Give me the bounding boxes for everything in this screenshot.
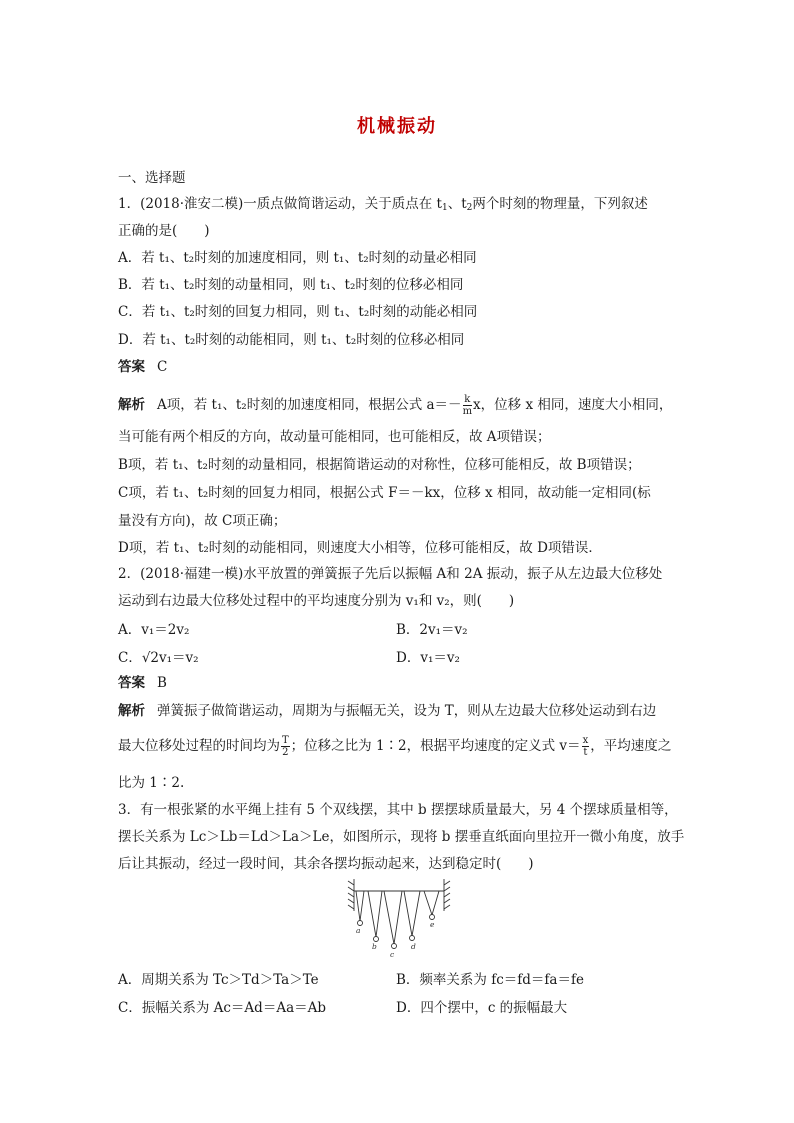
q3-option-c: C．振幅关系为 Ac＝Ad＝Aa＝Ab [118,1000,327,1016]
page-title: 机械振动 [357,116,437,137]
pendulum-a-lines [356,891,364,921]
pendulum-b-lines [368,891,382,937]
q1-stem-line-2: 正确的是( ) [118,223,210,239]
q3-stem-line-3: 后让其振动，经过一段时间，其余各摆均振动起来，达到稳定时( ) [118,856,534,872]
q1-stem-text-1: 1．(2018·淮安二模)一质点做简谐运动，关于质点在 t [118,196,442,212]
q1-analysis-line-2: 当可能有两个相反的方向，故动量可能相同，也可能相反，故 A项错误； [118,429,551,445]
q2-analysis-line-1 [118,701,656,721]
q2-answer-value: B [157,675,167,691]
q2-option-c: C．√2v₁＝v₂ [118,650,199,666]
label-b: b [372,942,377,951]
q1-option-b: B．若 t₁、t₂时刻的动量相同，则 t₁、t₂时刻的位移必相同 [118,277,464,293]
label-e: e [430,920,435,929]
q1-option-d: D．若 t₁、t₂时刻的动能相同，则 t₁、t₂时刻的位移必相同 [118,332,465,348]
q3-option-a: A．周期关系为 Tc＞Td＞Ta＞Te [118,972,319,988]
t-over-2-fraction: $\frac{T}{2}$ [282,735,289,758]
q1-answer [118,357,167,377]
pendulum-diagram [344,877,454,959]
q3-option-b: B．频率关系为 fc＝fd＝fa＝fe [396,972,584,988]
label-a: a [356,926,361,935]
q1-answer-value: C [157,359,168,375]
q1-answer-label: 答案 [118,359,145,375]
pendulum-d-lines [404,891,420,936]
bob-a [358,921,363,926]
x-over-t-fraction: $\frac{x}{t}$ [582,735,589,758]
q1-analysis-line-6: D项，若 t₁、t₂时刻的动能相同，则速度大小相等，位移可能相反，故 D项错误． [118,540,602,556]
q2-answer [118,673,167,693]
q3-option-d: D．四个摆中，c 的振幅最大 [396,1000,568,1016]
q3-stem-line-2: 摆长关系为 Lc＞Lb＝Ld＞La＞Le，如图所示，现将 b 摆垂直纸面向里拉开一微小角度，放手 [118,829,685,845]
q1-analysis-line-1 [118,394,672,417]
q2-option-b: B．2v₁＝v₂ [396,622,468,638]
q2-analysis-line-2 [118,735,671,758]
q1-option-a: A．若 t₁、t₂时刻的加速度相同，则 t₁、t₂时刻的动量必相同 [118,250,477,266]
q1-analysis-label: 解析 [118,397,145,413]
bob-c [392,944,397,949]
q2-option-a: A．v₁＝2v₂ [118,622,190,638]
q2-analysis-text-1: 弹簧振子做简谐运动，周期为与振幅无关，设为 T，则从左边最大位移处运动到右边 [157,703,657,719]
label-c: c [390,950,395,959]
q1-stem-text-1b: 、t [447,196,467,212]
q1-analysis-line-5: 量没有方向)，故 C项正确； [118,513,287,529]
q2-answer-label: 答案 [118,675,145,691]
pendulum-c-lines [384,891,402,944]
q2-stem-line-2: 运动到右边最大位移处过程中的平均速度分别为 v₁和 v₂，则( ) [118,593,515,609]
q1-stem-line-1: 1．(2018·淮安二模)一质点做简谐运动，关于质点在 $t_1$、$t_2$两个时刻的物理量，下列叙述 [118,196,648,213]
q1-option-c: C．若 t₁、t₂时刻的回复力相同，则 t₁、t₂时刻的动能必相同 [118,304,478,320]
q2-analysis-text-2b: ；位移之比为 1∶2，根据平均速度的定义式 v＝ [290,738,581,754]
section-heading: 一、选择题 [118,170,186,186]
q2-analysis-label: 解析 [118,703,145,719]
q1-analysis-line-4: C项，若 t₁、t₂时刻的回复力相同，根据公式 F＝－kx，位移 x 相同，故动能一定相同(标 [118,485,651,501]
label-d: d [411,942,416,951]
q2-stem-line-1: 2．(2018·福建一模)水平放置的弹簧振子先后以振幅 A和 2A 振动，振子从左边最大位移处 [118,566,663,582]
q2-analysis-line-3: 比为 1∶2. [118,775,185,791]
bob-b [374,937,379,942]
bob-e [430,915,435,920]
q1-stem-text-1c: 两个时刻的物理量，下列叙述 [472,196,648,212]
q2-analysis-text-2c: ，平均速度之 [590,738,672,754]
q1-analysis-text-1b: x，位移 x 相同，速度大小相同， [473,397,673,413]
q2-analysis-text-2a: 最大位移处过程的时间均为 [118,738,280,754]
q1-analysis-text-1a: A项，若 t₁、t₂时刻的加速度相同，根据公式 a＝－ [157,397,462,413]
q3-stem-line-1: 3．有一根张紧的水平绳上挂有 5 个双线摆，其中 b 摆摆球质量最大，另 4 个摆球质量相等， [118,802,678,818]
k-over-m-fraction: $\frac{k}{m}$ [462,394,473,417]
bob-d [410,936,415,941]
q1-analysis-line-3: B项，若 t₁、t₂时刻的动量相同，根据简谐运动的对称性，位移可能相反，故 B项错误； [118,457,641,473]
pendulum-e-lines [424,891,439,915]
q2-option-d: D．v₁＝v₂ [396,650,460,666]
